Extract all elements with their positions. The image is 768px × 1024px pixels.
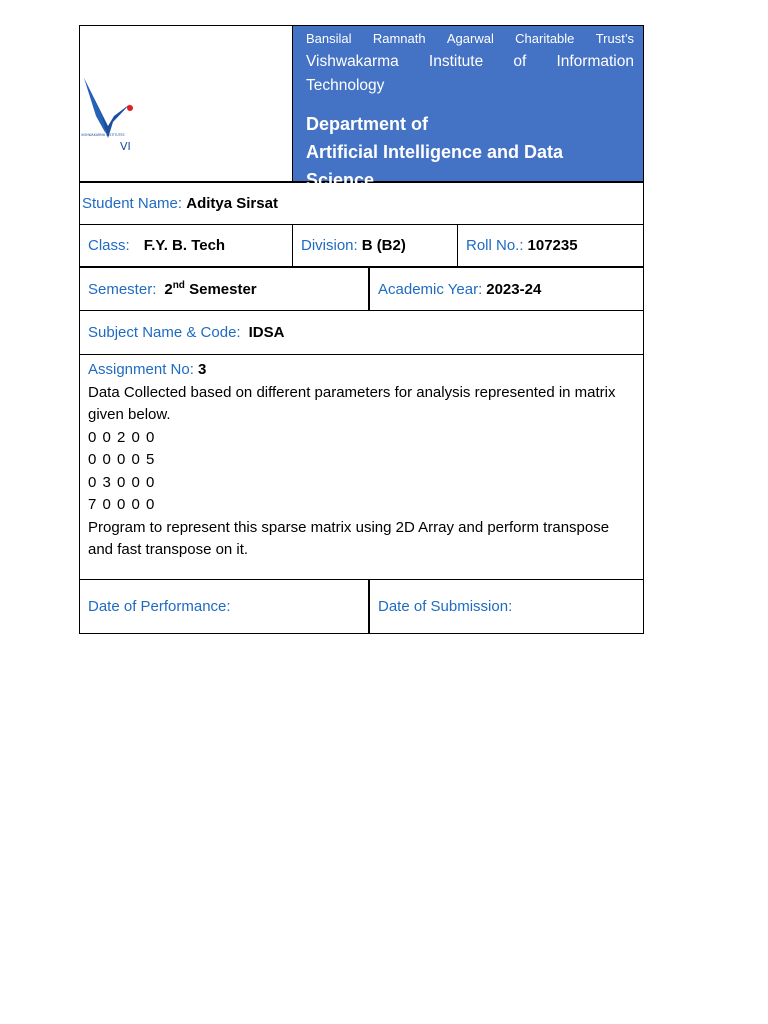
institute-line2: Technology xyxy=(306,77,385,94)
academic-year-label: Academic Year: xyxy=(378,280,483,298)
matrix-row: 0 3 0 0 0 xyxy=(88,473,156,491)
institute-word: Information xyxy=(556,53,634,70)
department-line2: Artificial Intelligence and Data Science xyxy=(306,142,564,190)
trust-word: Agarwal xyxy=(446,31,494,46)
assignment-label: Assignment No: xyxy=(88,361,199,378)
assignment-number: 3 xyxy=(198,361,207,378)
institute-word: Vishwakarma xyxy=(306,53,399,70)
matrix-row: 0 0 2 0 0 xyxy=(88,428,156,446)
semester-row xyxy=(80,268,643,311)
dates-row xyxy=(80,580,643,633)
institute-name xyxy=(306,50,634,98)
department-line1: Department of xyxy=(306,114,429,134)
matrix-row: 0 0 0 0 5 xyxy=(88,451,156,468)
student-name-label: Student Name: xyxy=(82,195,183,212)
header xyxy=(80,26,643,190)
institute-word: of xyxy=(513,53,527,70)
trust-word: Bansilal xyxy=(306,31,352,46)
subject-row xyxy=(80,311,643,355)
subject-label: Subject Name & Code: xyxy=(88,324,241,341)
department-name xyxy=(306,110,634,194)
class-value: F.Y. B. Tech xyxy=(143,237,226,254)
date-of-submission-label: Date of Submission: xyxy=(378,598,513,615)
trust-name xyxy=(306,30,634,47)
roll-label: Roll No.: xyxy=(466,237,524,254)
semester-value: 2nd Semester xyxy=(164,279,257,298)
subject-value: IDSA xyxy=(248,324,285,341)
logo-caption: VISHWAKARMA INSTITUTES xyxy=(81,133,125,137)
semester-label: Semester: xyxy=(88,280,157,298)
assignment-task: Program to represent this sparse matrix using 2D Array and perform transpose and fast transpose on it. xyxy=(88,518,610,558)
date-of-performance-label: Date of Performance: xyxy=(88,598,231,615)
assignment-cover-sheet xyxy=(79,25,644,634)
institute-logo xyxy=(80,26,293,181)
trust-word: Charitable xyxy=(515,31,575,46)
roll-value: 107235 xyxy=(527,237,578,254)
institute-title-block xyxy=(293,26,643,190)
vit-logo-icon xyxy=(80,76,140,156)
trust-word: Ramnath xyxy=(372,31,426,46)
trust-word: Trust’s xyxy=(595,31,634,46)
student-name-value: Aditya Sirsat xyxy=(186,195,278,212)
assignment-section xyxy=(80,355,643,580)
class-row xyxy=(80,225,643,268)
class-label: Class: xyxy=(88,237,130,254)
logo-vi-text: VI xyxy=(120,140,131,153)
matrix-row: 7 0 0 0 0 xyxy=(88,496,156,513)
institute-word: Institute xyxy=(428,53,484,70)
academic-year-value: 2023-24 xyxy=(486,280,542,298)
assignment-description: Data Collected based on different parameters for analysis represented in matrix given below. xyxy=(88,383,616,423)
division-value: B (B2) xyxy=(361,237,406,254)
division-label: Division: xyxy=(301,237,358,254)
